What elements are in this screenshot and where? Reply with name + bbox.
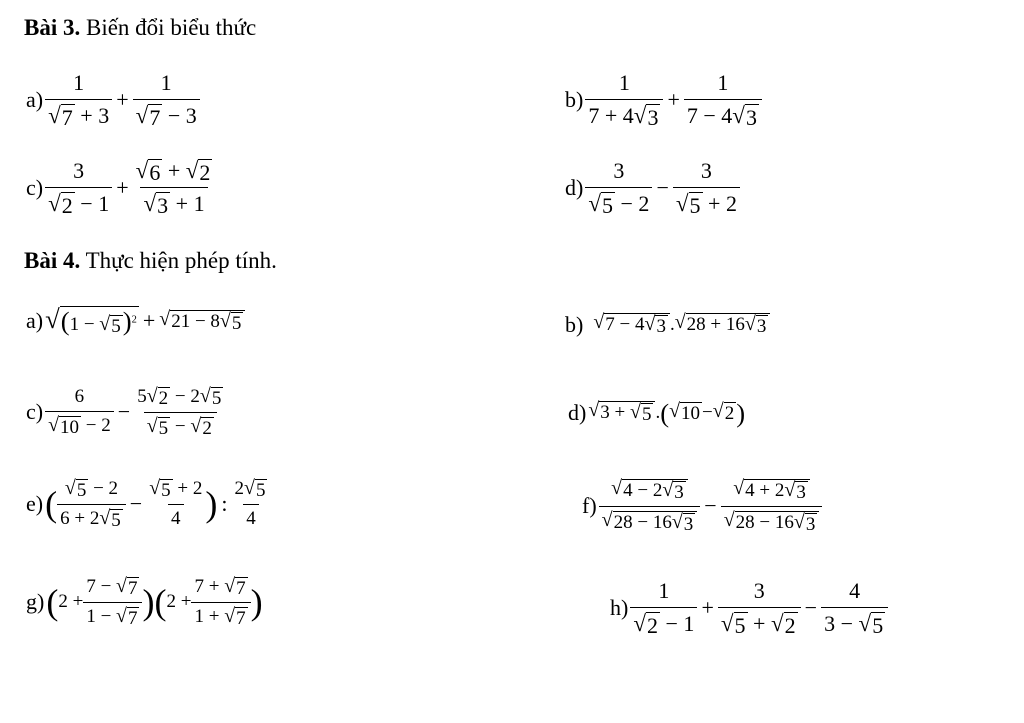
fraction: 7 + √ 7 1 + √ 7 xyxy=(191,576,250,629)
fraction: 1 7 + 4 √ 3 xyxy=(585,70,663,129)
exercise-label: g) xyxy=(26,589,45,615)
fraction: √ 5 + 2 4 xyxy=(149,477,203,530)
exercise-label: c) xyxy=(26,399,44,425)
bai4-exercise-d: d) √ 3 + √ 5 . ( √ 10 − √ 2 ) xyxy=(568,398,746,428)
exercise-label: h) xyxy=(610,594,629,620)
fraction: 1 √ 7 + 3 xyxy=(45,70,112,129)
bai4-exercise-c: c) 6 √ 10 − 2 − 5 √ 2 − 2 √ 5 √ 5 − √ 2 xyxy=(26,386,226,439)
fraction: 2 √ 5 4 xyxy=(234,477,266,530)
bai4-exercise-e: e) ( √ 5 − 2 6 + 2 √ 5 − √ 5 + 2 4 ) : 2 √ 5 4 xyxy=(26,478,270,531)
fraction: √ 6 + √ 2 √ 3 + 1 xyxy=(135,157,211,219)
bai3-exercise-d: d) 3 √ 5 − 2 − 3 √ 5 + 2 xyxy=(565,158,740,217)
fraction: 3 √ 5 + √ 2 xyxy=(718,578,801,637)
exercise-label: d) xyxy=(565,174,584,200)
bai4-heading xyxy=(24,248,277,274)
fraction: 6 √ 10 − 2 xyxy=(45,386,114,438)
bai4-exercise-a: a) √ (1 − √ 5 )$^2$ + √ 21 − 8 √ 5 xyxy=(26,306,245,337)
fraction: 3 √ 5 − 2 xyxy=(585,158,652,217)
fraction: 3 √ 2 − 1 xyxy=(45,158,112,217)
fraction: 3 √ 5 + 2 xyxy=(673,158,740,217)
exercise-label: b) xyxy=(565,86,584,112)
bai3-exercise-c: c) 3 √ 2 − 1 + √ 6 + √ 2 √ 3 + 1 xyxy=(26,158,215,217)
bai3-title-rest: Biến đổi biểu thức xyxy=(80,15,257,40)
bai4-title-bold: Bài 4. xyxy=(24,248,81,273)
exercise-label: c) xyxy=(26,174,44,200)
exercise-label: d) xyxy=(568,400,587,426)
bai4-title-rest: Thực hiện phép tính. xyxy=(80,248,277,273)
fraction: 1 √ 7 − 3 xyxy=(133,70,200,129)
bai3-heading xyxy=(24,15,256,41)
bai4-exercise-b: b) √ 7 − 4 √ 3 . √ 28 + 16 √ 3 xyxy=(565,312,770,338)
fraction: 7 − √ 7 1 − √ 7 xyxy=(83,576,142,629)
exercise-label: a) xyxy=(26,308,44,334)
fraction: √ 4 − 2 √ 3 √ 28 − 16 √ 3 xyxy=(599,478,701,535)
fraction: √ 4 + 2 √ 3 √ 28 − 16 √ 3 xyxy=(721,478,823,535)
fraction: 1 7 − 4 √ 3 xyxy=(684,70,762,129)
exercise-label: a) xyxy=(26,86,44,112)
fraction: 4 3 − √ 5 xyxy=(821,578,888,637)
exercise-label: b) xyxy=(565,312,584,337)
bai4-exercise-g: g) ( 2 + 7 − √ 7 1 − √ 7 ) ( 2 + 7 + √ 7 1 + √ 7 ) xyxy=(26,575,263,629)
exercise-label: f) xyxy=(582,493,597,519)
fraction: 5 √ 2 − 2 √ 5 √ 5 − √ 2 xyxy=(137,385,222,439)
bai3-exercise-b: b) 1 7 + 4 √ 3 + 1 7 − 4 √ 3 xyxy=(565,70,762,129)
exercise-label: e) xyxy=(26,491,44,517)
bai4-exercise-f: f) √ 4 − 2 √ 3 √ 28 − 16 √ 3 − √ 4 + 2 √ 3 √ 28 − 16 √ 3 xyxy=(582,478,822,535)
bai3-title-bold: Bài 3. xyxy=(24,15,81,40)
fraction: √ 5 − 2 6 + 2 √ 5 xyxy=(57,478,126,531)
bai3-exercise-a: a) 1 √ 7 + 3 + 1 √ 7 − 3 xyxy=(26,70,200,129)
fraction: 1 √ 2 − 1 xyxy=(630,578,697,637)
bai4-exercise-h: h) 1 √ 2 − 1 + 3 √ 5 + √ 2 − 4 3 − √ 5 xyxy=(610,578,888,637)
